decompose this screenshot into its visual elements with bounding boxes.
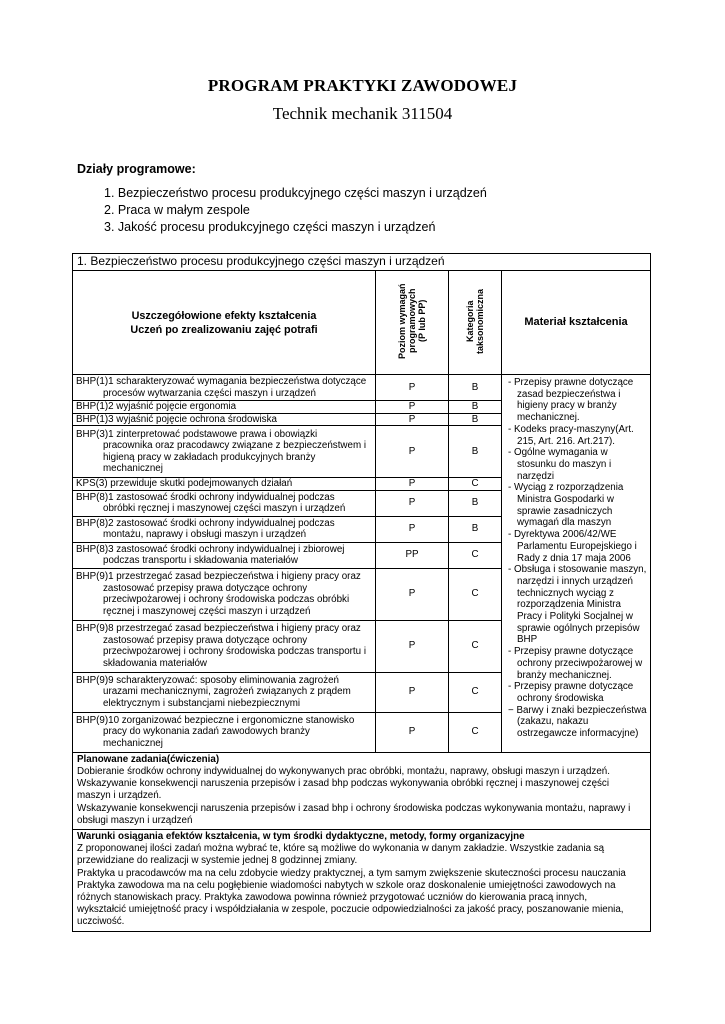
conditions-title: Warunki osiągania efektów kształcenia, w tym środki dydaktyczne, metody, formy organizacyjne (77, 831, 525, 842)
category-header-text (465, 273, 485, 369)
planned-task-line: Wskazywanie konsekwencji naruszenia przepisów i zasad bhp podczas wykonywania obróbki ręcznej i maszynowej części (77, 778, 609, 790)
effect-line: BHP(8)1 zastosować środki ochrony indywidualnej podczas (76, 491, 335, 503)
effect-line: BHP(9)8 przestrzegać zasad bezpieczeństwa i higieny pracy oraz (76, 623, 361, 635)
effect-line: mechanicznej (103, 738, 163, 750)
effect-cell (73, 568, 376, 620)
category-header-line: taksonomiczna (475, 288, 485, 354)
material-item: − Barwy i znaki bezpieczeństwa (zakazu, nakazu ostrzegawcze informacyjne) (508, 704, 647, 740)
conditions-line: Praktyka u pracodawców ma na celu zdobycie wiedzy praktycznej, a tym samym zwiększenie skuteczności procesu nauczania (77, 867, 626, 879)
table-caption-row (73, 254, 651, 271)
effect-line: zastosować przepisy prawa dotyczące ochrony (103, 634, 308, 646)
effect-line: procesów wytwarzania części maszyn i urządzeń (103, 387, 316, 399)
effect-line: BHP(9)9 scharakteryzować: sposoby eliminowania zagrożeń (76, 674, 340, 686)
effect-line: ręcznej i maszynowej części maszyn i urządzeń (103, 605, 311, 617)
table-caption: 1. Bezpieczeństwo procesu produkcyjnego części maszyn i urządzeń (73, 254, 651, 271)
effect-line: przeciwpożarowej i ochrony środowiska podczas obróbki (103, 594, 350, 606)
document-title: PROGRAM PRAKTYKI ZAWODOWEJ (207, 76, 518, 95)
conditions-cell (73, 830, 651, 932)
program-table (72, 253, 651, 932)
material-item: - Przepisy prawne dotyczące ochrony przeciwpożarowej w branży mechanicznej. (508, 646, 643, 681)
level-header-line: Poziom wymagań (397, 282, 407, 359)
material-item: - Przepisy prawne dotyczące ochrony środowiska (508, 681, 634, 704)
conditions-line: Praktyka zawodowa ma na celu pogłębienie wiadomości nabytych w szkole oraz doskonalenie umiejętności zawodowych na (77, 879, 616, 891)
effect-line: BHP(9)10 zorganizować bezpieczne i ergonomiczne stanowisko (76, 714, 355, 726)
category-cell: C (449, 568, 502, 620)
level-cell: P (376, 516, 449, 542)
effect-cell (73, 620, 376, 672)
planned-task-line: Wskazywanie konsekwencji naruszenia przepisów i zasad bhp i ochrony środowiska podczas wykonywania montażu, naprawy i (77, 802, 631, 814)
sections-heading: Działy programowe: (77, 162, 196, 176)
effect-line: zastosować przepisy prawa dotyczące ochrony (103, 582, 308, 594)
level-header-text (397, 273, 427, 369)
level-cell: P (376, 478, 449, 491)
effect-line: KPS(3) przewiduje skutki podejmowanych działań (76, 478, 293, 490)
section-item: 3. Jakość procesu produkcyjnego części maszyn i urządzeń (104, 220, 436, 234)
section-item: 1. Bezpieczeństwo procesu produkcyjnego części maszyn i urządzeń (104, 186, 487, 200)
effect-line: składowania materiałów (103, 657, 208, 669)
level-cell: PP (376, 542, 449, 568)
effect-cell (73, 426, 376, 478)
conditions-line: uczciwość. (77, 916, 125, 928)
material-item: - Ogólne wymagania w stosunku do maszyn i narzędzi (508, 447, 612, 482)
effect-cell (73, 478, 376, 491)
effect-cell (73, 490, 376, 516)
category-cell: C (449, 712, 502, 752)
category-cell: B (449, 516, 502, 542)
effect-line: pracy do wykonania zadań zawodowych branży (103, 726, 310, 738)
effects-header (73, 271, 376, 375)
level-cell: P (376, 620, 449, 672)
planned-tasks-title: Planowane zadania(ćwiczenia) (77, 753, 220, 765)
category-cell: B (449, 401, 502, 414)
category-cell: C (449, 672, 502, 712)
conditions-line: Z proponowanej ilości zadań można wybrać te, które są możliwe do wykonania w danym zakładzie. Wszystkie zadania są (77, 843, 605, 855)
effect-line: pracownika oraz pracodawcy związane z bezpieczeństwem i (103, 440, 367, 452)
category-cell: B (449, 413, 502, 426)
level-cell: P (376, 375, 449, 401)
effect-line: urazami mechanicznymi, zagrożeń związanych z prądem (103, 686, 351, 698)
effect-cell (73, 401, 376, 414)
level-cell: P (376, 413, 449, 426)
effect-line: BHP(8)3 zastosować środki ochrony indywidualnej i zbiorowej (76, 543, 345, 555)
level-header-line: programowych (407, 288, 417, 353)
category-cell: B (449, 426, 502, 478)
effect-line: obróbki ręcznej i maszynowej części maszyn i urządzeń (103, 503, 346, 515)
effect-line: podczas transportu i składowania materiałów (103, 555, 298, 567)
category-header (449, 271, 502, 375)
category-header-line: Kategoria (465, 299, 475, 342)
level-header (376, 271, 449, 375)
effect-line: mechanicznej (103, 463, 163, 475)
category-cell: C (449, 620, 502, 672)
conditions-row (73, 830, 651, 932)
effect-line: BHP(8)2 zastosować środki ochrony indywidualnej podczas (76, 517, 335, 529)
effect-line: elektrycznym i substancjami niebezpiecznymi (103, 698, 301, 710)
planned-tasks-cell (73, 752, 651, 829)
planned-task-line: maszyn i urządzeń. (77, 790, 162, 802)
effect-cell (73, 672, 376, 712)
material-item: - Dyrektywa 2006/42/WE Parlamentu Europejskiego i Rady z dnia 17 maja 2006 (508, 529, 637, 564)
effect-line: BHP(9)1 przestrzegać zasad bezpieczeństwa i higieny pracy oraz (76, 571, 361, 583)
section-item: 2. Praca w małym zespole (104, 203, 250, 217)
category-cell: C (449, 542, 502, 568)
effects-header-line: Uszczegółowione efekty kształcenia (131, 309, 317, 322)
conditions-line: przewidziane do realizacji w systemie jednej 8 godzinnej zmiany. (77, 855, 358, 867)
conditions-line: różnych stanowiskach pracy. Praktyka zawodowa powinna również przygotować uczniów do kierowania pracą innych, (77, 892, 588, 904)
table-header-row (73, 271, 651, 375)
effect-line: BHP(1)1 scharakteryzować wymagania bezpieczeństwa dotyczące (76, 375, 367, 387)
category-cell: B (449, 375, 502, 401)
effect-line: BHP(1)2 wyjaśnić pojęcie ergonomia (76, 401, 237, 412)
effect-cell (73, 542, 376, 568)
effects-header-line: Uczeń po zrealizowaniu zajęć potrafi (130, 323, 318, 336)
effect-line: BHP(1)3 wyjaśnić pojęcie ochrona środowiska (76, 413, 277, 425)
planned-task-line: obsługi maszyn i urządzeń (77, 814, 193, 826)
category-cell: C (449, 478, 502, 491)
material-item: - Kodeks pracy-maszyny(Art. 215, Art. 216. Art.217). (508, 423, 634, 447)
effect-line: montażu, naprawy i obsługi maszyn i urządzeń (103, 529, 307, 541)
category-cell: B (449, 490, 502, 516)
effect-cell (73, 375, 376, 401)
level-cell: P (376, 401, 449, 414)
table-row (73, 375, 651, 401)
level-cell: P (376, 712, 449, 752)
level-cell: P (376, 672, 449, 712)
document-subtitle: Technik mechanik 311504 (272, 104, 453, 123)
effect-line: przeciwpożarowej i ochrony środowiska podczas transportu i (103, 646, 367, 658)
level-header-line: (P lub PP) (417, 299, 427, 342)
planned-tasks-row (73, 752, 651, 829)
materials-cell (502, 375, 651, 753)
material-item: - Obsługa i stosowanie maszyn, narzędzi i innych urządzeń technicznych wyciąg z rozporządzenia Ministra Pracy i Polityki Socjalnej w sprawie ogólnych przepisów BHP (508, 564, 647, 646)
effect-cell (73, 712, 376, 752)
effect-cell (73, 516, 376, 542)
material-item: - Przepisy prawne dotyczące zasad bezpieczeństwa i higieny pracy w branży mechanicznej. (508, 377, 634, 424)
effect-cell (73, 413, 376, 426)
materials-header: Materiał kształcenia (502, 271, 651, 375)
sections-list (104, 185, 487, 236)
level-cell: P (376, 426, 449, 478)
level-cell: P (376, 490, 449, 516)
planned-task-line: Dobieranie środków ochrony indywidualnej do wykonywanych prac obróbki, montażu, naprawy, obsługi maszyn i urządzeń. (77, 765, 610, 777)
effect-line: higieną pracy w zakładach produkcyjnych branży (103, 451, 316, 463)
level-cell: P (376, 568, 449, 620)
materials-list (508, 377, 647, 740)
material-item: - Wyciąg z rozporządzenia Ministra Gospodarki w sprawie zasadniczych wymagań dla maszyn (508, 482, 624, 529)
conditions-line: wykształcić umiejętność pracy i współdziałania w zespole, poczucie odpowiedzialności za jakość pracy, poszanowanie mienia, (77, 904, 624, 916)
effect-line: BHP(3)1 zinterpretować podstawowe prawa i obowiązki (76, 428, 318, 440)
